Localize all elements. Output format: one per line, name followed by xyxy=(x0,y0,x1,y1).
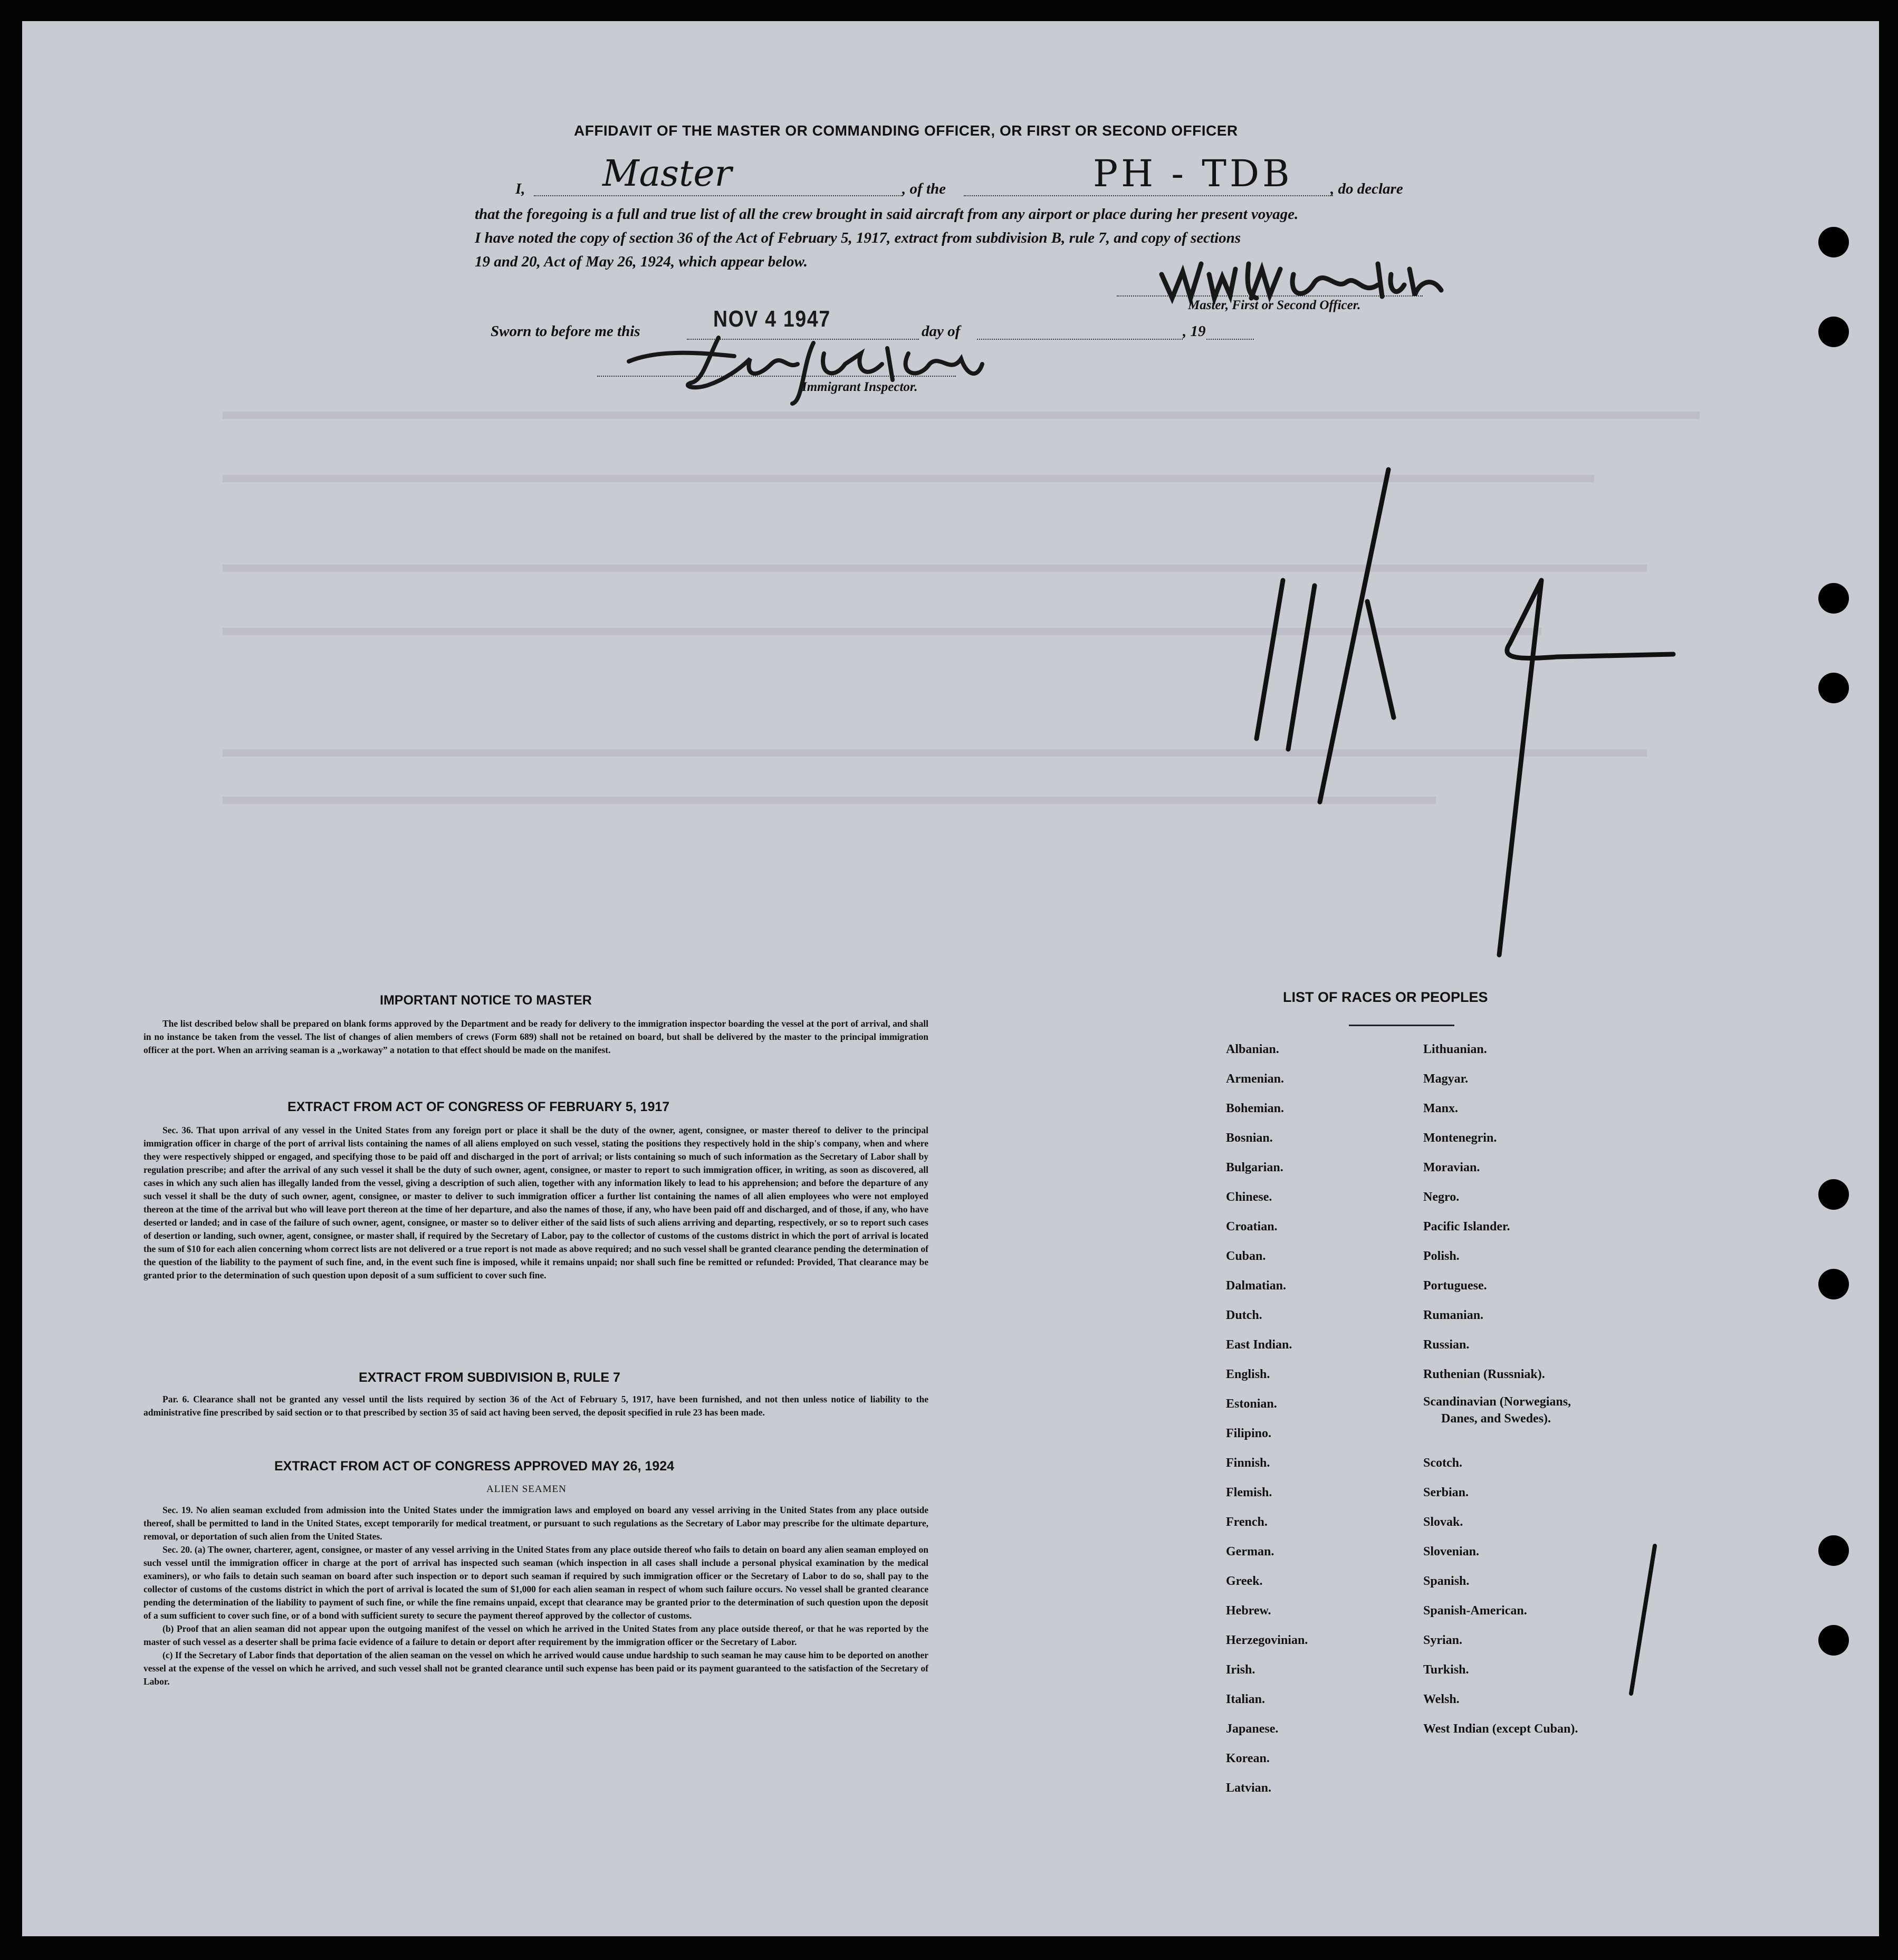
race-item: Finnish. xyxy=(1226,1456,1270,1470)
race-item: Slovenian. xyxy=(1423,1545,1480,1559)
race-item: Irish. xyxy=(1226,1663,1255,1677)
sworn-year-field xyxy=(1206,339,1254,340)
race-item: Slovak. xyxy=(1423,1515,1463,1529)
race-item: Bulgarian. xyxy=(1226,1161,1283,1174)
race-item: Dalmatian. xyxy=(1226,1279,1286,1293)
race-item: Montenegrin. xyxy=(1423,1131,1497,1145)
race-item: Filipino. xyxy=(1226,1427,1272,1440)
punch-hole xyxy=(1818,583,1849,614)
notice-body: The list described below shall be prepared on blank forms approved by the Department and be ready for delivery to the immigration inspector boarding the vessel at the port of arrival, and shall in no instance be taken from the vessel. The list of changes of alien members of crews (Form 689) shall not be retained on board, but shall be delivered by the master to the principal immigration officer at the port. When an arriving seaman is a „workaway” a notation to that effect should be made on the manifest. xyxy=(143,1018,928,1055)
race-item: Syrian. xyxy=(1423,1633,1463,1647)
race-item: Chinese. xyxy=(1226,1190,1272,1204)
race-item: Manx. xyxy=(1423,1102,1458,1115)
aircraft-field xyxy=(964,195,1333,196)
master-name-handwriting: Master xyxy=(602,153,732,195)
race-item: Flemish. xyxy=(1226,1486,1272,1499)
race-item: Japanese. xyxy=(1226,1722,1279,1736)
punch-hole xyxy=(1818,673,1849,703)
race-item: Korean. xyxy=(1226,1752,1270,1765)
race-item: Bohemian. xyxy=(1226,1102,1284,1115)
race-item: Hebrew. xyxy=(1226,1604,1271,1618)
race-item: Danes, and Swedes). xyxy=(1441,1412,1551,1426)
race-item: Spanish-American. xyxy=(1423,1604,1527,1618)
race-item: Russian. xyxy=(1423,1338,1470,1352)
master-name-field xyxy=(534,195,903,196)
extract-1924-title: EXTRACT FROM ACT OF CONGRESS APPROVED MAY 26, 1924 xyxy=(274,1459,675,1474)
sworn-year: , 19 xyxy=(1183,323,1206,340)
race-item: Magyar. xyxy=(1423,1072,1469,1086)
race-item: Pacific Islander. xyxy=(1423,1220,1510,1234)
affidavit-i: I, xyxy=(515,180,525,197)
affidavit-line-4: 19 and 20, Act of May 26, 1924, which appear below. xyxy=(475,253,808,270)
punch-hole xyxy=(1818,1269,1849,1299)
race-item: Cuban. xyxy=(1226,1249,1266,1263)
race-item: East Indian. xyxy=(1226,1338,1292,1352)
race-item: Rumanian. xyxy=(1423,1308,1484,1322)
punch-hole xyxy=(1818,1625,1849,1656)
document-page xyxy=(22,21,1879,1936)
race-item: Ruthenian (Russniak). xyxy=(1423,1368,1545,1381)
race-item: Dutch. xyxy=(1226,1308,1262,1322)
races-title: LIST OF RACES OR PEOPLES xyxy=(1283,989,1488,1005)
race-item: Lithuanian. xyxy=(1423,1043,1487,1056)
aircraft-handwriting: PH - TDB xyxy=(1093,152,1293,195)
race-item: Italian. xyxy=(1226,1693,1266,1706)
notice-title: IMPORTANT NOTICE TO MASTER xyxy=(380,993,592,1008)
bleed-through-row xyxy=(223,412,1700,419)
handwritten-1-mark xyxy=(1623,1541,1665,1699)
race-item: Scandinavian (Norwegians, xyxy=(1423,1395,1571,1409)
race-item: German. xyxy=(1226,1545,1274,1559)
races-title-underline xyxy=(1349,1025,1454,1026)
race-item: Serbian. xyxy=(1423,1486,1469,1499)
affidavit-do-declare: , do declare xyxy=(1330,180,1403,197)
extract-1917-body: Sec. 36. That upon arrival of any vessel in the United States from any foreign port or place it shall be the duty of the owner, agent, consignee, or master thereof to deliver to the principal immigration officer in charge of the port of arrival lists containing the names of all aliens employed on such vessel, stating the positions they respectively hold in the ship's company, when and where they were respectively shipped or engaged, and specifying those to be paid off and discharged in the port of arrival; or lists containing so much of such information as the Secretary of Labor shall by regulation prescribe; and after the arrival of any such vessel it shall be the duty of such owner, agent, consignee, or master to report to such immigration officer, in writing, as soon as discovered, all cases in which any such alien has illegally landed from the vessel, giving a description of such alien, together with any information likely to lead to his apprehension; and before the departure of any such vessel it shall be the duty of such owner, agent, consignee, or master to deliver to such immigration officer a further list containing the names of all alien employees who were not employed thereon at the time of the arrival but who will leave port thereon at the time of her departure, and also the names of those, if any, who have been paid off and discharged, and of those, if any, who have deserted or landed; and in case of the failure of such owner, agent, consignee, or master so to deliver either of the said lists of such aliens arriving and departing, respectively, or so to report such cases of desertion or landing, such owner, agent, consignee, or master shall, if required by the Secretary of Labor, pay to the collector of customs of the customs district in which the port of arrival is located the sum of $10 for each alien concerning whom correct lists are not delivered or a true report is not made as above required; and no such vessel shall be granted clearance pending the determination of the question of the liability to the payment of such fine, and, in the event such fine is imposed, while it remains unpaid; nor shall such fine be remitted or refunded: Provided, That clearance may be granted prior to the determination of such question upon deposit of a sum sufficient to cover such fine. xyxy=(143,1125,929,1280)
affidavit-line-3: I have noted the copy of section 36 of the Act of February 5, 1917, extract from subdivision B, rule 7, and copy of sections xyxy=(475,230,1241,246)
sworn-day-of: day of xyxy=(922,323,961,340)
punch-hole xyxy=(1818,317,1849,347)
race-item: Albanian. xyxy=(1226,1043,1279,1056)
race-item: Welsh. xyxy=(1423,1693,1460,1706)
sworn-month-field xyxy=(977,339,1183,340)
date-stamp: NOV 4 1947 xyxy=(713,306,831,332)
inspector-signature xyxy=(613,332,993,406)
punch-hole xyxy=(1818,1179,1849,1210)
race-item: Polish. xyxy=(1423,1249,1460,1263)
affidavit-title: AFFIDAVIT OF THE MASTER OR COMMANDING OFFICER, OR FIRST OR SECOND OFFICER xyxy=(574,122,1238,139)
race-item: Moravian. xyxy=(1423,1161,1480,1174)
rule-7-body: Par. 6. Clearance shall not be granted any vessel until the lists required by section 36 of the Act of February 5, 1917, have been furnished, and not then unless notice of liability to the administrative fine prescribed by said section or to that prescribed by section 35 of said act having been served, the deposit specified in rule 23 has been made. xyxy=(143,1394,928,1418)
race-item: Negro. xyxy=(1423,1190,1460,1204)
rule-7-title: EXTRACT FROM SUBDIVISION B, RULE 7 xyxy=(359,1370,620,1385)
affidavit-of-the: , of the xyxy=(902,180,946,197)
race-item: Herzegovinian. xyxy=(1226,1633,1308,1647)
alien-seamen-subtitle: ALIEN SEAMEN xyxy=(486,1484,567,1495)
race-item: Scotch. xyxy=(1423,1456,1462,1470)
handwritten-11-4-mark xyxy=(1225,464,1679,971)
race-item: Estonian. xyxy=(1226,1397,1277,1411)
sworn-prefix: Sworn to before me this xyxy=(491,323,640,340)
master-caption: Master, First or Second Officer. xyxy=(1188,298,1361,312)
race-item: West Indian (except Cuban). xyxy=(1423,1722,1578,1736)
inspector-caption: Immigrant Inspector. xyxy=(802,380,918,394)
race-item: Croatian. xyxy=(1226,1220,1278,1234)
race-item: French. xyxy=(1226,1515,1268,1529)
punch-hole xyxy=(1818,227,1849,257)
race-item: Bosnian. xyxy=(1226,1131,1273,1145)
race-item: Turkish. xyxy=(1423,1663,1469,1677)
race-item: Latvian. xyxy=(1226,1781,1272,1795)
race-item: Greek. xyxy=(1226,1574,1263,1588)
race-item: English. xyxy=(1226,1368,1270,1381)
race-item: Portuguese. xyxy=(1423,1279,1487,1293)
extract-1917-title: EXTRACT FROM ACT OF CONGRESS OF FEBRUARY 5, 1917 xyxy=(287,1099,670,1114)
affidavit-line-2: that the foregoing is a full and true list of all the crew brought in said aircraft from any airport or place during her present voyage. xyxy=(475,206,1299,223)
race-item: Spanish. xyxy=(1423,1574,1470,1588)
extract-1924-body: Sec. 19. No alien seaman excluded from admission into the United States under the immigration laws and employed on board any vessel arriving in the United States from any place outside thereof, shall be permitted to land in the United States, except temporarily for medical treatment, or pursuant to such regulations as the Secretary of Labor may prescribe for the ultimate departure, removal, or deportation of such alien from the United States. Sec. 20. (a) The owner, charterer, agent, consignee, or master of any vessel arriving in the United States from any place outside thereof who fails to detain on board any alien seaman employed on such vessel until the immigration officer in charge at the port of arrival has inspected such seaman (which inspection in all cases shall include a personal physical examination by the medical examiners), or who fails to detain such seaman on board after such inspection or to deport such seaman if required by such immigration officer or the Secretary of Labor to do so, shall pay to the collector of customs of the customs district in which the port of arrival is located the sum of $1,000 for each alien seaman in respect of whom such failure occurs. No vessel shall be granted clearance pending the determination of the liability to payment of such fine, or while the fine remains unpaid, except that clearance may be granted prior to the determination of such question upon the deposit of a sum sufficient to cover such fine, or of a bond with sufficient surety to secure the payment thereof approved by the collector of customs. (b) Proof that an alien seaman did not appear upon the outgoing manifest of the vessel on which he arrived in the United States from any place outside thereof, or that he was reported by the master of such vessel as a deserter shall be prima facie evidence of a failure to detain or deport after requirement by the immigration officer or the Secretary of Labor. (c) If the Secretary of Labor finds that deportation of the alien seaman on the vessel on which he arrived would cause undue hardship to such seaman he may cause him to be deported on another vessel at the expense of the vessel on which he arrived, and such vessel shall not be granted clearance until such expense has been paid or its payment guaranteed to the satisfaction of the Secretary of Labor. xyxy=(143,1505,928,1687)
race-item: Armenian. xyxy=(1226,1072,1284,1086)
punch-hole xyxy=(1818,1535,1849,1566)
